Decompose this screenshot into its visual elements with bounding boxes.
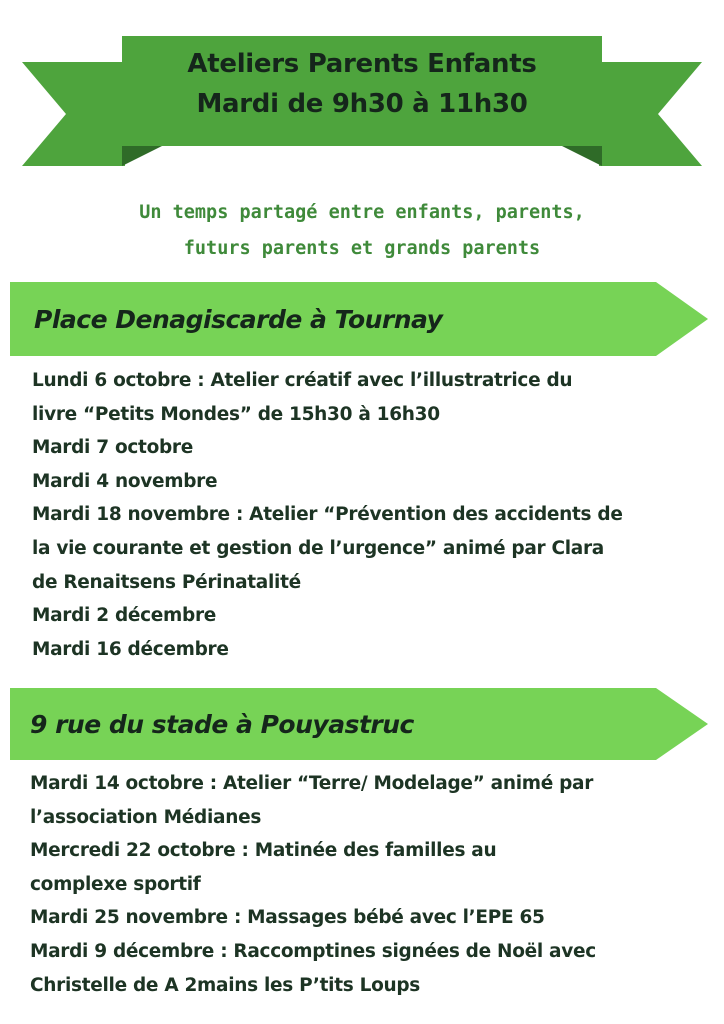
list-item: Mardi 9 décembre : Raccomptines signées de Noël avec <box>30 940 596 962</box>
subtitle-line-2: futurs parents et grands parents <box>183 238 541 259</box>
list-item: Lundi 6 octobre : Atelier créatif avec l’illustratrice du <box>32 370 573 391</box>
ribbon-right-tail <box>599 62 702 166</box>
list-item: Mardi 18 novembre : Atelier “Prévention des accidents de <box>32 504 623 526</box>
list-item: Mardi 4 novembre <box>32 470 218 492</box>
list-item: l’association Médianes <box>30 806 262 828</box>
list-item: complexe sportif <box>30 873 201 895</box>
list-item: Christelle de A 2mains les P’tits Loups <box>30 974 421 996</box>
list-item: Mardi 7 octobre <box>32 437 193 459</box>
list-item: Mardi 2 décembre <box>32 605 217 627</box>
section-heading-label: 9 rue du stade à Pouyastruc <box>30 709 414 739</box>
section-heading-label: Place Denagiscarde à Tournay <box>34 304 443 334</box>
ribbon-right-fold <box>562 146 602 166</box>
list-item: la vie courante et gestion de l’urgence” animé par Clara <box>32 537 604 559</box>
banner-title-line-2: Mardi de 9h30 à 11h30 <box>196 89 528 119</box>
banner-title-line-1: Ateliers Parents Enfants <box>187 49 537 79</box>
list-item: Mardi 16 décembre <box>32 638 229 660</box>
banner-title <box>122 44 602 124</box>
ribbon-left-tail <box>22 62 125 166</box>
list-item: Mardi 14 octobre : Atelier “Terre/ Modelage” animé par <box>30 773 594 794</box>
event-list-tournay <box>32 364 712 666</box>
list-item: Mardi 25 novembre : Massages bébé avec l’EPE 65 <box>30 907 545 929</box>
section-heading-tournay <box>10 282 708 356</box>
section-heading-pouyastruc <box>10 688 708 760</box>
list-item: Mercredi 22 octobre : Matinée des familles au <box>30 840 497 862</box>
list-item: de Renaitsens Périnatalité <box>32 571 301 593</box>
ribbon-left-fold <box>122 146 162 166</box>
event-list-pouyastruc <box>30 767 710 1002</box>
subtitle <box>60 195 664 267</box>
list-item: livre “Petits Mondes” de 15h30 à 16h30 <box>32 403 440 425</box>
subtitle-line-1: Un temps partagé entre enfants, parents, <box>139 202 585 223</box>
